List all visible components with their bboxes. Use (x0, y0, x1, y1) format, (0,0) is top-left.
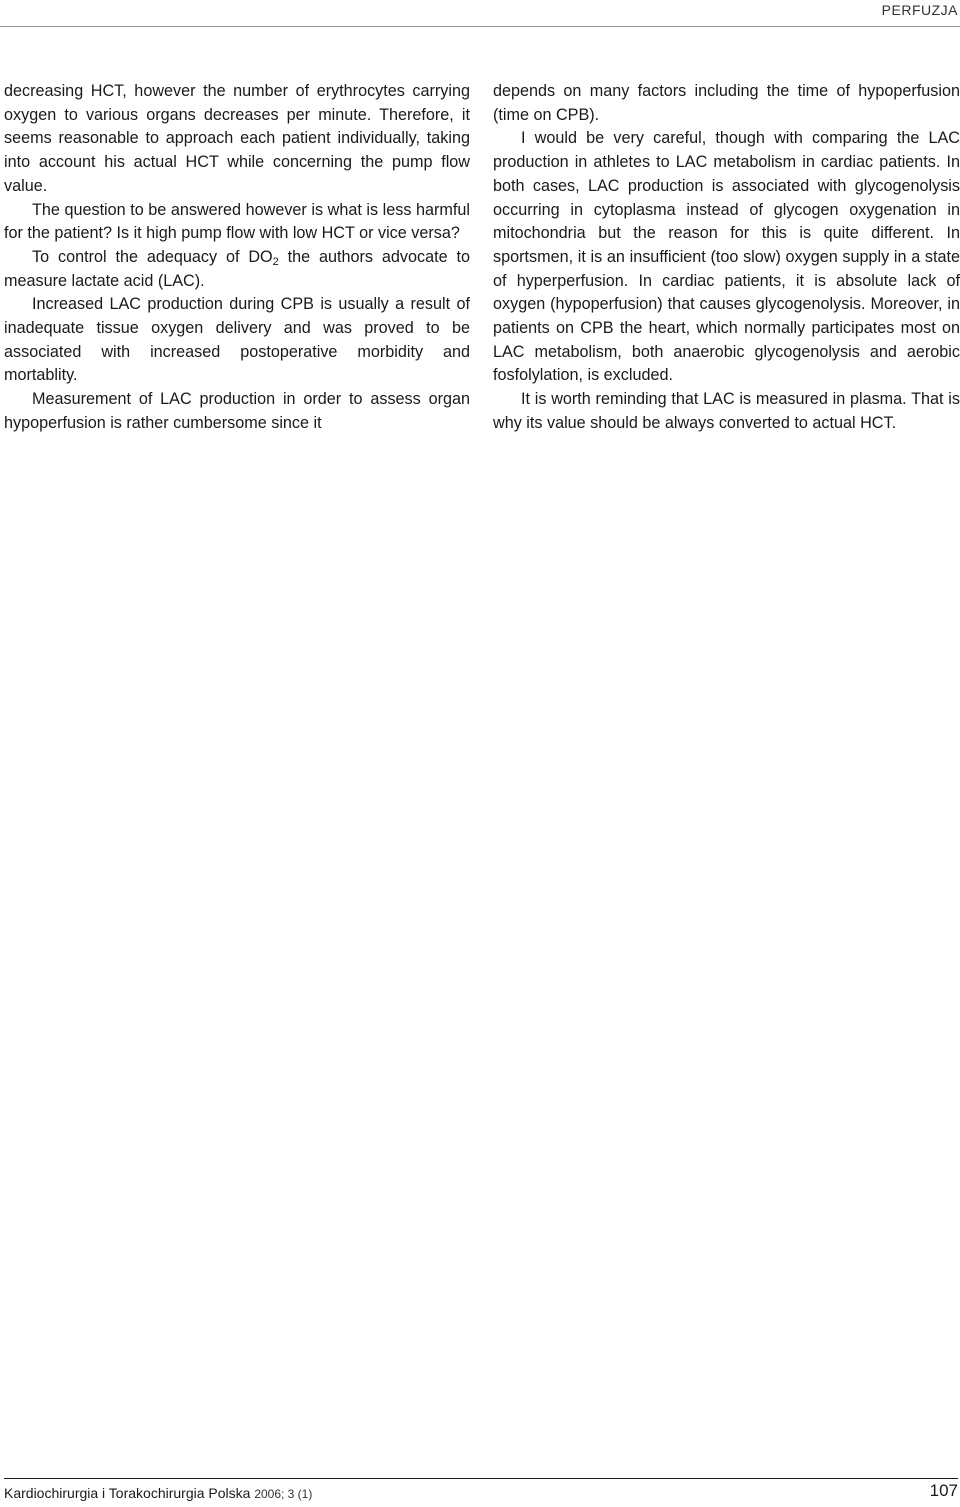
subscript: 2 (272, 255, 279, 268)
paragraph: Measurement of LAC production in order to assess organ hypoperfusion is rather cumbersome since it (4, 390, 470, 432)
page-footer (4, 1478, 958, 1507)
paragraph-do2 (4, 246, 470, 293)
paragraph: The question to be answered however is what is less harmful for the patient? Is it high pump flow with low HCT or vice versa? (4, 200, 470, 243)
paragraph: decreasing HCT, however the number of erythrocytes carrying oxygen to various organs decreases per minute. Therefore, it seems reasonable to approach each patient individually, taking into account his actual HCT while concerning the pump flow value. (4, 82, 470, 195)
page-number: 107 (929, 1481, 958, 1500)
paragraph: Increased LAC production during CPB is usually a result of inadequate tissue oxygen delivery and was proved to be associated with increased postoperative morbidity and mortablity. (4, 295, 470, 385)
paragraph: It is worth reminding that LAC is measured in plasma. That is why its value should be always converted to actual HCT. (493, 390, 960, 432)
paragraph: I would be very careful, though with comparing the LAC production in athletes to LAC metabolism in cardiac patients. In both cases, LAC production is associated with glycogenolysis occurring in cytoplasma instead of glycogen oxygenation in mitochondria but the reason for this is quite different. In sportsmen, it is an insufficient (too slow) oxygen supply in a state of hyperperfusion. In cardiac patients, it is absolute lack of oxygen (hypoperfusion) that causes glycogenolysis. Moreover, in patients on CPB the heart, which normally participates most on LAC metabolism, both anaerobic glycogenolysis and aerobic fosfolylation, is excluded. (493, 129, 960, 385)
section-title: PERFUZJA (881, 2, 958, 18)
paragraph-text: To control the adequacy of DO (32, 247, 273, 266)
right-column (493, 80, 960, 436)
left-column (4, 80, 470, 436)
paragraph: depends on many factors including the time of hypoperfusion (time on CPB). (493, 82, 960, 124)
paragraph-text: the authors advocate to measure lactate acid (LAC). (4, 247, 470, 290)
journal-year-issue: 2006; 3 (1) (254, 1487, 313, 1501)
running-head (0, 0, 960, 27)
journal-citation (4, 1485, 312, 1501)
journal-name: Kardiochirurgia i Torakochirurgia Polska (4, 1485, 251, 1501)
